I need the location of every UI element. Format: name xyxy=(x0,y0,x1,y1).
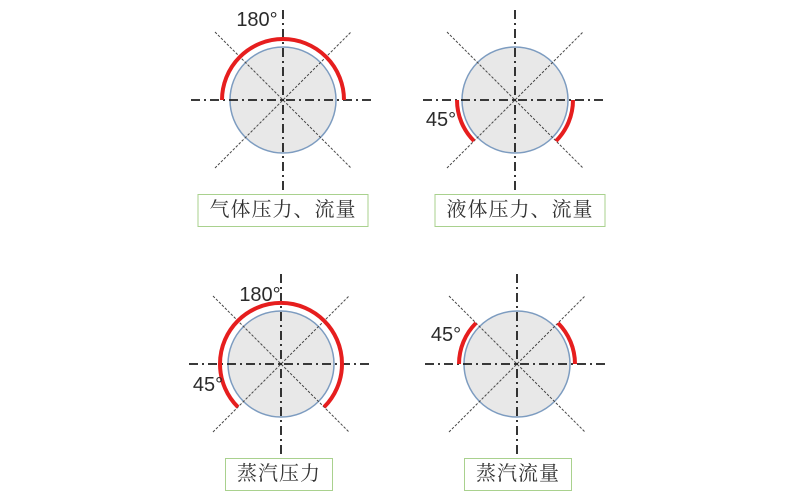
angle-mark-45-steam-flow: 45° xyxy=(430,324,462,346)
diagram-label-gas: 气体压力、流量 xyxy=(198,194,369,227)
gauge-figure-steam-flow xyxy=(397,264,637,464)
diagram-label-steam-flow: 蒸汽流量 xyxy=(464,458,572,491)
angle-mark-180-gas: 180° xyxy=(236,9,278,31)
angle-mark-45-steam-pressure: 45° xyxy=(192,374,224,396)
gauge-figure-liquid xyxy=(395,0,635,200)
gauge-figure-steam-pressure xyxy=(161,264,401,464)
angle-mark-45-liquid: 45° xyxy=(425,109,457,131)
diagram-label-liquid: 液体压力、流量 xyxy=(435,194,606,227)
gauge-figure-gas xyxy=(163,0,403,200)
diagram-label-steam-pressure: 蒸汽压力 xyxy=(225,458,333,491)
angle-mark-180-steam-pressure: 180° xyxy=(239,284,281,306)
